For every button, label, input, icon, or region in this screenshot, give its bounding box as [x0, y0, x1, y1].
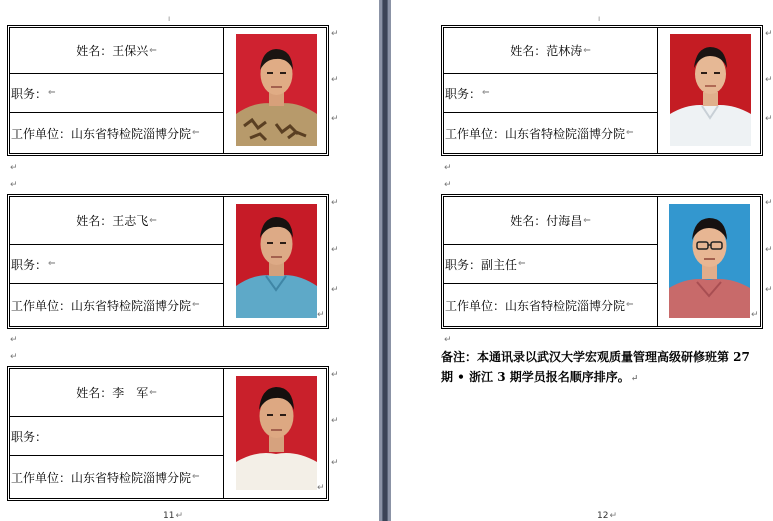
paragraph-mark: ↵: [10, 335, 18, 345]
remark-note: [441, 347, 761, 389]
unit-text: 工作单位：山东省特检院淄博分院: [11, 470, 192, 485]
paragraph-mark: ↵: [317, 483, 325, 493]
paragraph-mark: ↵: [331, 370, 339, 380]
portrait-photo: [236, 34, 317, 146]
paragraph-mark: ↵: [444, 180, 452, 190]
portrait-photo: [236, 204, 317, 318]
page-divider: [379, 0, 391, 521]
paragraph-mark: ↵: [444, 335, 452, 345]
paragraph-mark: ↵: [765, 245, 773, 255]
tab-mark: ⇐: [149, 45, 157, 56]
duty-text: 职务：副主任: [445, 257, 518, 272]
name-text: 姓名：李 军: [76, 386, 149, 400]
portrait-photo: [236, 376, 317, 490]
paragraph-mark: ↵: [10, 180, 18, 190]
paragraph-mark: ↵: [765, 75, 773, 85]
duty-text: 职务：: [11, 429, 48, 444]
paragraph-mark: ↵: [765, 114, 773, 124]
tab-mark: ⇐: [192, 128, 200, 138]
duty-text: 职务：: [11, 257, 48, 272]
tab-mark: ⇐: [149, 387, 157, 398]
paragraph-mark: ↵: [765, 285, 773, 295]
paragraph-mark: ↵: [331, 29, 339, 39]
name-text: 姓名：付海昌: [510, 214, 583, 228]
header-mark: ı: [598, 14, 601, 23]
duty-cell: [10, 74, 224, 113]
tab-mark: ⇐: [482, 88, 490, 98]
unit-text: 工作单位：山东省特检院淄博分院: [445, 298, 626, 313]
duty-text: 职务：: [445, 86, 482, 101]
paragraph-mark: ↵: [751, 310, 759, 320]
remark-text: 备注：本通讯录以武汉大学宏观质量管理高级研修班第 27 期 • 浙江 3 期学员报名顺序排序。: [441, 350, 750, 384]
duty-cell: [444, 245, 658, 284]
unit-text: 工作单位：山东省特检院淄博分院: [11, 298, 192, 313]
name-text: 姓名：范林涛: [510, 44, 583, 58]
paragraph-mark: ↵: [765, 198, 773, 208]
tab-mark: ⇐: [583, 215, 591, 226]
name-cell: [10, 28, 224, 74]
paragraph-mark: ↵: [331, 458, 339, 468]
paragraph-mark: ↵: [630, 374, 639, 384]
duty-cell: [10, 245, 224, 284]
tab-mark: ⇐: [48, 88, 56, 98]
paragraph-mark: ↵: [331, 285, 339, 295]
paragraph-mark: ↵: [331, 416, 339, 426]
tab-mark: ⇐: [583, 45, 591, 56]
unit-cell: [10, 113, 224, 153]
name-text: 姓名：王志飞: [76, 214, 149, 228]
paragraph-mark: ↵: [10, 163, 18, 173]
unit-cell: [10, 456, 224, 498]
name-text: 姓名：王保兴: [76, 44, 149, 58]
paragraph-mark: ↵: [609, 511, 617, 521]
paragraph-mark: ↵: [444, 163, 452, 173]
page-number: 11↵: [163, 511, 183, 521]
name-cell: [10, 197, 224, 245]
paragraph-mark: ↵: [317, 310, 325, 320]
tab-mark: ⇐: [149, 215, 157, 226]
name-cell: [10, 369, 224, 417]
tab-mark: ⇐: [626, 128, 634, 138]
paragraph-mark: ↵: [175, 511, 183, 521]
paragraph-mark: ↵: [331, 198, 339, 208]
unit-cell: [10, 284, 224, 326]
paragraph-mark: ↵: [331, 245, 339, 255]
tab-mark: ⇐: [192, 472, 200, 482]
portrait-photo: [670, 34, 751, 146]
page-number: 12↵: [597, 511, 617, 521]
header-mark: ı: [168, 14, 171, 23]
paragraph-mark: ↵: [765, 29, 773, 39]
tab-mark: ⇐: [48, 259, 56, 269]
unit-cell: [444, 113, 658, 153]
tab-mark: ⇐: [518, 259, 526, 269]
paragraph-mark: ↵: [331, 75, 339, 85]
duty-text: 职务：: [11, 86, 48, 101]
portrait-photo: [669, 204, 750, 318]
duty-cell: [444, 74, 658, 113]
unit-text: 工作单位：山东省特检院淄博分院: [11, 126, 192, 141]
duty-cell: [10, 417, 224, 456]
tab-mark: ⇐: [626, 300, 634, 310]
name-cell: [444, 197, 658, 245]
unit-text: 工作单位：山东省特检院淄博分院: [445, 126, 626, 141]
tab-mark: ⇐: [192, 300, 200, 310]
name-cell: [444, 28, 658, 74]
paragraph-mark: ↵: [331, 114, 339, 124]
unit-cell: [444, 284, 658, 326]
paragraph-mark: ↵: [10, 352, 18, 362]
